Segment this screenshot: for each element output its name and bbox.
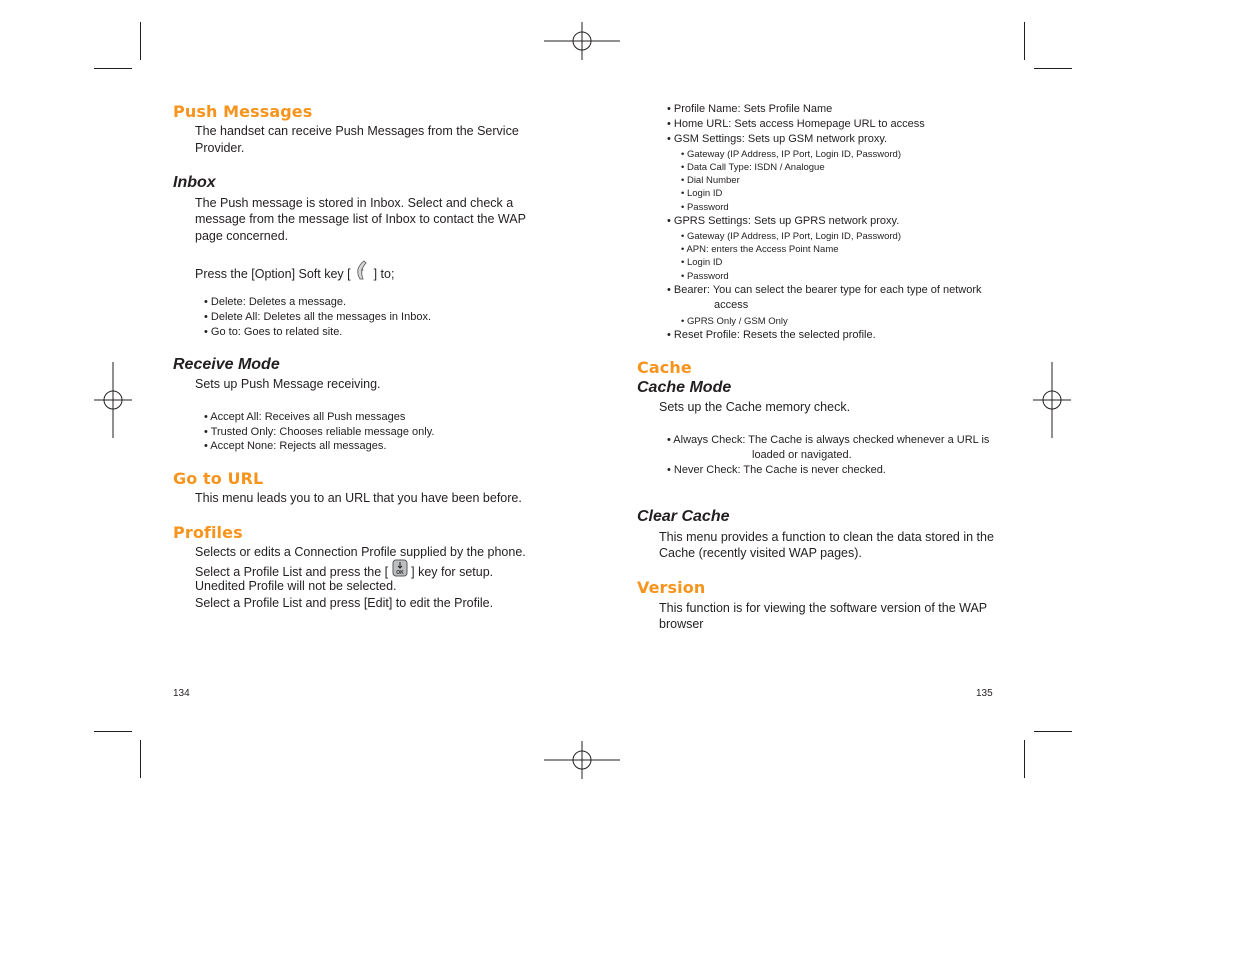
- clear-cache-text-2: Cache (recently visited WAP pages).: [659, 546, 862, 560]
- crop-mark: [94, 731, 132, 732]
- go-to-url-text: This menu leads you to an URL that you have been before.: [195, 491, 522, 505]
- registration-mark-right: [1033, 362, 1071, 438]
- clear-cache-heading: Clear Cache: [637, 508, 730, 525]
- inbox-option-line: [195, 262, 394, 287]
- profiles-heading: Profiles: [173, 523, 243, 542]
- crop-mark: [1034, 68, 1072, 69]
- cache-bullet-always-cont: loaded or navigated.: [752, 449, 852, 461]
- receive-bullet-accept-none: • Accept None: Rejects all messages.: [204, 440, 387, 452]
- cache-mode-heading: Cache Mode: [637, 379, 732, 396]
- profile-bullet-name: • Profile Name: Sets Profile Name: [667, 103, 833, 115]
- profile-bullet-home-url: • Home URL: Sets access Homepage URL to access: [667, 118, 925, 130]
- push-messages-heading: Push Messages: [173, 102, 313, 121]
- crop-mark: [1034, 731, 1072, 732]
- gsm-sub-data-call: • Data Call Type: ISDN / Analogue: [681, 162, 825, 173]
- profiles-text-3: Unedited Profile will not be selected.: [195, 579, 397, 593]
- registration-mark-top: [544, 22, 620, 60]
- profile-bullet-gsm: • GSM Settings: Sets up GSM network proxy.: [667, 133, 888, 145]
- registration-mark-bottom: [544, 741, 620, 779]
- cache-bullet-always: • Always Check: The Cache is always checked whenever a URL is: [667, 434, 990, 446]
- profile-bullet-gprs: • GPRS Settings: Sets up GPRS network proxy.: [667, 215, 900, 227]
- inbox-bullet-go-to: • Go to: Goes to related site.: [204, 326, 343, 338]
- profiles-text-4: Select a Profile List and press [Edit] to edit the Profile.: [195, 596, 494, 610]
- inbox-text-2: message from the message list of Inbox to contact the WAP: [195, 212, 526, 226]
- soft-key-icon: [354, 260, 370, 285]
- push-messages-text-2: Provider.: [195, 141, 245, 155]
- cache-heading: Cache: [637, 358, 692, 377]
- gprs-sub-gateway: • Gateway (IP Address, IP Port, Login ID, Password): [681, 231, 901, 242]
- inbox-bullet-delete-all: • Delete All: Deletes all the messages in Inbox.: [204, 311, 432, 323]
- profile-bullet-bearer: • Bearer: You can select the bearer type for each type of network: [667, 284, 982, 296]
- crop-mark: [1024, 740, 1025, 778]
- gsm-sub-gateway: • Gateway (IP Address, IP Port, Login ID, Password): [681, 149, 901, 160]
- inbox-text-1: The Push message is stored in Inbox. Select and check a: [195, 196, 514, 210]
- inbox-option-before: Press the [Option] Soft key [: [195, 266, 351, 281]
- receive-bullet-accept-all: • Accept All: Receives all Push messages: [204, 411, 406, 423]
- clear-cache-text-1: This menu provides a function to clean the data stored in the: [659, 530, 994, 544]
- version-text-1: This function is for viewing the software version of the WAP: [659, 601, 988, 615]
- inbox-heading: Inbox: [173, 174, 216, 191]
- cache-bullet-never: • Never Check: The Cache is never checked.: [667, 464, 886, 476]
- gprs-sub-login-id: • Login ID: [681, 257, 723, 268]
- crop-mark: [1024, 22, 1025, 60]
- profiles-text-2-after: ] key for setup.: [411, 564, 494, 579]
- bearer-sub-gprs-gsm: • GPRS Only / GSM Only: [681, 316, 788, 327]
- page-number-left: 134: [173, 688, 190, 699]
- page-number-right: 135: [976, 688, 993, 699]
- version-text-2: browser: [659, 617, 704, 631]
- profile-bullet-bearer-cont: access: [714, 299, 749, 311]
- svg-text:OK: OK: [395, 570, 404, 576]
- gprs-sub-apn: • APN: enters the Access Point Name: [681, 244, 839, 255]
- profiles-text-1: Selects or edits a Connection Profile supplied by the phone.: [195, 545, 526, 559]
- inbox-text-3: page concerned.: [195, 229, 289, 243]
- cache-mode-text: Sets up the Cache memory check.: [659, 400, 851, 414]
- crop-mark: [140, 22, 141, 60]
- profile-bullet-reset: • Reset Profile: Resets the selected profile.: [667, 329, 876, 341]
- inbox-option-after: ] to;: [373, 266, 395, 281]
- registration-mark-left: [94, 362, 132, 438]
- gsm-sub-dial-number: • Dial Number: [681, 175, 740, 186]
- go-to-url-heading: Go to URL: [173, 469, 264, 488]
- profiles-text-2-before: Select a Profile List and press the [: [195, 564, 389, 579]
- gprs-sub-password: • Password: [681, 271, 729, 282]
- inbox-bullet-delete: • Delete: Deletes a message.: [204, 296, 347, 308]
- push-messages-text-1: The handset can receive Push Messages from the Service: [195, 124, 519, 138]
- receive-mode-text: Sets up Push Message receiving.: [195, 377, 381, 391]
- gsm-sub-password: • Password: [681, 202, 729, 213]
- receive-bullet-trusted-only: • Trusted Only: Chooses reliable message only.: [204, 426, 435, 438]
- gsm-sub-login-id: • Login ID: [681, 188, 723, 199]
- crop-mark: [94, 68, 132, 69]
- crop-mark: [140, 740, 141, 778]
- receive-mode-heading: Receive Mode: [173, 356, 280, 373]
- version-heading: Version: [637, 578, 706, 597]
